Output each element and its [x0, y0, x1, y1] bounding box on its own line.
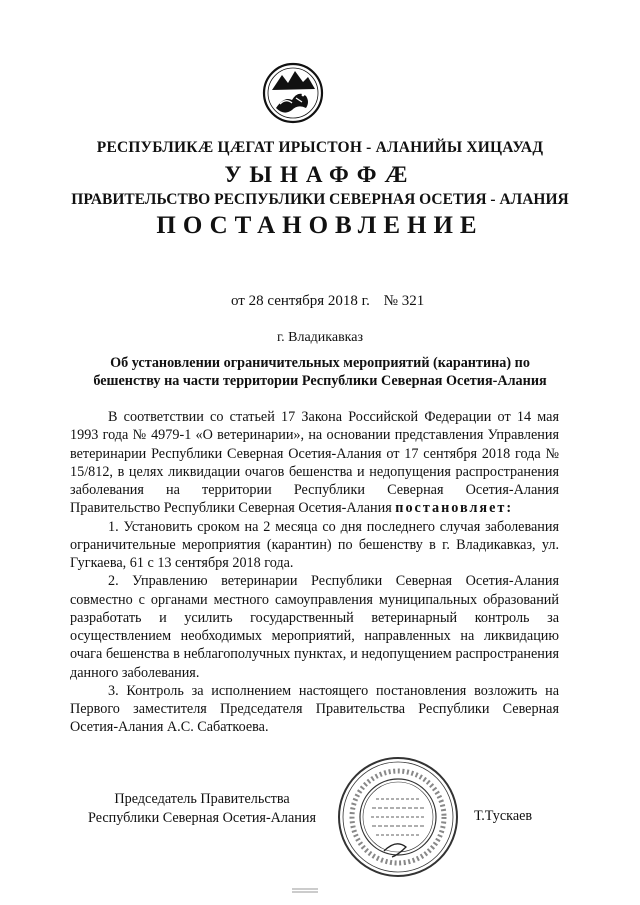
item-1: 1. Установить сроком на 2 месяца со дня последнего случая заболевания ограничительные мероприятия (карантин) по бешенству в г. Владикавказ, ул. Гугкаева, 61 с 13 сентября 2018 года. [70, 518, 559, 571]
city-name: г. Владикавказ [276, 330, 364, 345]
item-3: 3. Контроль за исполнением настоящего постановления возложить на Первого заместителя Председателя Правительства Республики Северная Осетия-Алания А.С. Сабаткоева. [70, 682, 559, 736]
decree-number: № 321 [383, 293, 425, 309]
item-2: 2. Управлению ветеринарии Республики Северная Осетия-Алания совместно с органами местного самоуправления муниципальных образований разработать и усилить государственный ветеринарный контроль за осуществлением необходимых мероприятий, направленных на ликвидацию очага бешенства в неблагополучных пунктах, и недопущением распространения данного заболевания. [70, 573, 559, 681]
decree-date: от 28 сентября 2018 г. [231, 293, 370, 309]
official-round-stamp [336, 755, 460, 879]
signatory-position-line-2: Республики Северная Осетия-Алания [87, 810, 316, 826]
signatory-position [72, 790, 332, 828]
decrees-word: постановляет: [395, 500, 514, 517]
decree-body [70, 408, 559, 737]
preamble-text: В соответствии со статьей 17 Закона Российской Федерации от 14 мая 1993 года № 4979-1 «О ветеринарии», на основании представления Управления ветеринарии Республики Северная Осетия-Алания от 17 сентября 2018 года № 15/812, в целях ликвидации очагов бешенства и недопущения распространения заболевания на территории Республики Северная Осетия-Алания Правительство Республики Северная Осетия-Алания [70, 409, 559, 517]
date-number-line [231, 293, 424, 310]
bottom-mark [292, 888, 318, 893]
signatory-name: Т.Тускаев [474, 808, 533, 824]
preamble-paragraph [70, 408, 559, 518]
republic-name-ossetian: РЕСПУБЛИКӔ ЦӔГАТ ИРЫСТОН - АЛАНИЙЫ ХИЦАУАД [96, 139, 544, 156]
government-name-russian: ПРАВИТЕЛЬСТВО РЕСПУБЛИКИ СЕВЕРНАЯ ОСЕТИЯ - АЛАНИЯ [71, 191, 569, 208]
signatory-position-line-1: Председатель Правительства [114, 791, 290, 807]
decree-heading-ossetian: УЫНАФФӔ [224, 162, 416, 187]
coat-of-arms-emblem [262, 60, 324, 126]
decree-title: Об установлении ограничительных мероприятий (карантина) по бешенству на части территории Республики Северная Осетия-Алания [93, 355, 547, 389]
decree-heading-russian: ПОСТАНОВЛЕНИЕ [156, 212, 484, 239]
